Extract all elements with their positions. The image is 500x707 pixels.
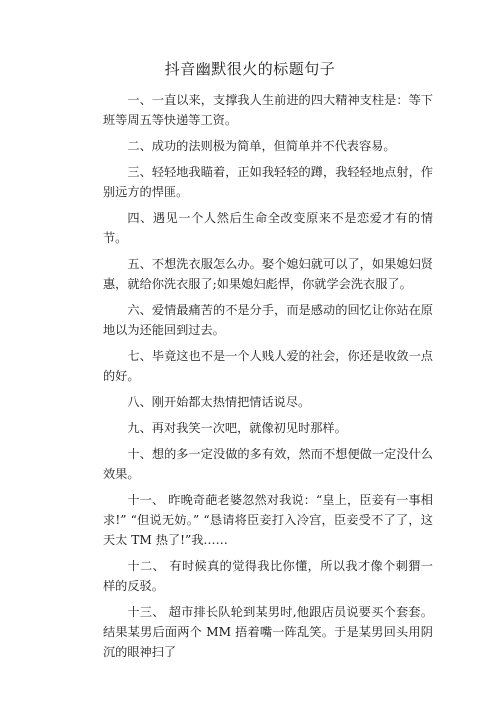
paragraph-12: 十二、 有时候真的觉得我比你懂，所以我才像个刺猬一样的反驳。 — [103, 559, 433, 593]
paragraph-5: 五、不想洗衣服怎么办。娶个媳妇就可以了，如果媳妇贤惠，就给你洗衣服了;如果媳妇彪悍，你就学会洗衣服了。 — [103, 257, 433, 291]
paragraph-1: 一、一直以来，支撑我人生前进的四大精神支柱是：等下班等周五等快递等工资。 — [103, 93, 433, 127]
paragraph-3: 三、轻轻地我瞄着，正如我轻轻的蹲，我轻轻地点射，作别远方的悍匪。 — [103, 165, 433, 199]
document-title: 抖音幽默很火的标题句子 — [164, 60, 336, 78]
paragraph-10: 十、想的多一定没做的多有效，然而不想便做一定没什么效果。 — [103, 447, 433, 481]
paragraph-6: 六、爱情最痛苦的不是分手，而是感动的回忆让你站在原地以为还能回到过去。 — [103, 303, 433, 337]
paragraph-7: 七、毕竟这也不是一个人贱人爱的社会，你还是收敛一点的好。 — [103, 349, 433, 383]
paragraph-11: 十一、 昨晚奇葩老婆忽然对我说：“皇上，臣妾有一事相求!” “但说无妨。” “恳请将臣妾打入冷宫，臣妾受不了了，这天太 TM 热了!”我…… — [103, 493, 433, 547]
paragraph-9: 九、再对我笑一次吧，就像初见时那样。 — [127, 421, 347, 435]
document-body — [103, 90, 433, 668]
paragraph-2: 二、成功的法则极为简单，但简单并不代表容易。 — [127, 139, 396, 153]
paragraph-8: 八、刚开始都太热情把情话说尽。 — [127, 395, 311, 409]
paragraph-4: 四、遇见一个人然后生命全改变原来不是恋爱才有的情节。 — [103, 211, 433, 245]
paragraph-13: 十三、 超市排长队轮到某男时,他跟店员说要买个套套。结果某男后面两个 MM 捂着嘴一阵乱笑。于是某男回头用阴沉的眼神扫了 — [103, 605, 433, 659]
